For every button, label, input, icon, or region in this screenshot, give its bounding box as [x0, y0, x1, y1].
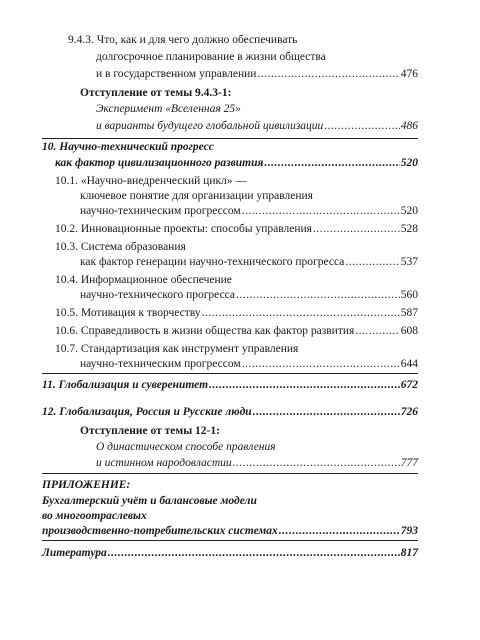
- chapter-divider: [42, 540, 418, 541]
- page-number: 476: [400, 68, 418, 80]
- digression-9-4-3-line1: Эксперимент «Вселенная 25»: [96, 103, 241, 115]
- dot-leader: [253, 405, 400, 420]
- toc-entry-text: как фактор генерации научно-технического прогресса: [80, 256, 345, 268]
- dot-leader: [108, 546, 400, 561]
- page-number: 587: [400, 307, 418, 319]
- page-number: 644: [400, 358, 418, 370]
- chapter-10-title-line1: 10. Научно-технический прогресс: [42, 141, 214, 153]
- dot-leader: [257, 67, 399, 82]
- toc-entry-text: и истинном народовластии: [96, 457, 232, 469]
- digression-12-1-last[interactable]: [96, 456, 418, 471]
- digression-12-1-line1: О династическом способе правления: [96, 441, 276, 453]
- digression-12-1-heading: Отступление от темы 12-1:: [80, 425, 220, 437]
- chapter-11[interactable]: [42, 378, 418, 393]
- literature-entry[interactable]: [42, 546, 418, 561]
- digression-9-4-3-heading: Отступление от темы 9.4.3-1:: [80, 87, 232, 99]
- toc-entry-text: 11. Глобализация и суверенитет: [42, 379, 209, 391]
- appendix-line1: Бухгалтерский учёт и балансовые модели: [42, 495, 257, 507]
- page-number: 793: [400, 525, 418, 537]
- page-number: 777: [400, 457, 418, 469]
- chapter-12[interactable]: [42, 405, 418, 420]
- toc-entry-9-4-3-line1: 9.4.3. Что, как и для чего должно обеспечивать: [68, 34, 298, 46]
- toc-entry-text: 10.6. Справедливость в жизни общества как фактор развития: [55, 325, 355, 337]
- toc-entry-text: научно-техническим прогрессом: [80, 358, 241, 370]
- section-10-4-last[interactable]: [80, 288, 418, 303]
- chapter-divider: [42, 473, 418, 474]
- toc-entry-text: Литература: [42, 547, 107, 559]
- digression-9-4-3-last[interactable]: [96, 119, 418, 134]
- page-number: 520: [400, 157, 418, 169]
- toc-entry-text: 10.5. Мотивация к творчеству: [55, 307, 201, 319]
- section-10-7-line1: 10.7. Стандартизация как инструмент управления: [55, 343, 299, 355]
- page-number: 726: [400, 406, 418, 418]
- dot-leader: [355, 324, 399, 339]
- page-number: 560: [400, 289, 418, 301]
- page-number: 817: [400, 547, 418, 559]
- dot-leader: [264, 156, 399, 171]
- dot-leader: [324, 119, 399, 134]
- toc-entry-9-4-3-line2: долгосрочное планирование в жизни общества: [96, 51, 326, 63]
- section-10-1-line2: ключевое понятие для организации управления: [80, 190, 313, 202]
- page-number: 608: [400, 325, 418, 337]
- appendix-label: ПРИЛОЖЕНИЕ:: [42, 479, 131, 491]
- toc-entry-text: производственно-потребительских системах: [42, 525, 278, 537]
- page-number: 486: [400, 120, 418, 132]
- chapter-divider: [42, 373, 418, 374]
- toc-entry-9-4-3-last[interactable]: [96, 67, 418, 82]
- dot-leader: [236, 288, 400, 303]
- appendix-last[interactable]: [42, 524, 418, 539]
- dot-leader: [313, 222, 400, 237]
- appendix-line2: во многоотраслевых: [42, 510, 147, 522]
- section-10-4-line1: 10.4. Информационное обеспечение: [55, 274, 232, 286]
- section-10-1-line1: 10.1. «Научно-внедренческий цикл» —: [55, 175, 247, 187]
- section-10-5[interactable]: [55, 306, 418, 321]
- page-number: 537: [400, 256, 418, 268]
- section-10-3-line1: 10.3. Система образования: [55, 241, 186, 253]
- page-number: 520: [400, 205, 418, 217]
- toc-entry-text: и в государственном управлении: [96, 68, 257, 80]
- dot-leader: [279, 524, 400, 539]
- toc-entry-text: научно-техническим прогрессом: [80, 205, 241, 217]
- section-10-7-last[interactable]: [80, 357, 418, 372]
- toc-entry-text: 10.2. Инновационные проекты: способы управления: [55, 223, 312, 235]
- toc-entry-text: 12. Глобализация, Россия и Русские люди: [42, 406, 252, 418]
- section-10-2[interactable]: [55, 222, 418, 237]
- page-number: 528: [400, 223, 418, 235]
- chapter-10-title-last[interactable]: [55, 156, 418, 171]
- toc-entry-text: и варианты будущего глобальной цивилизации: [96, 120, 324, 132]
- chapter-divider: [42, 138, 418, 139]
- section-10-1-last[interactable]: [80, 204, 418, 219]
- toc-entry-text: научно-технического прогресса: [80, 289, 236, 301]
- dot-leader: [233, 456, 400, 471]
- section-10-3-last[interactable]: [80, 255, 418, 270]
- dot-leader: [202, 306, 400, 321]
- section-10-6[interactable]: [55, 324, 418, 339]
- dot-leader: [209, 378, 400, 393]
- dot-leader: [242, 204, 400, 219]
- toc-entry-text: как фактор цивилизационного развития: [55, 157, 264, 169]
- page-number: 672: [400, 379, 418, 391]
- dot-leader: [345, 255, 399, 270]
- dot-leader: [242, 357, 400, 372]
